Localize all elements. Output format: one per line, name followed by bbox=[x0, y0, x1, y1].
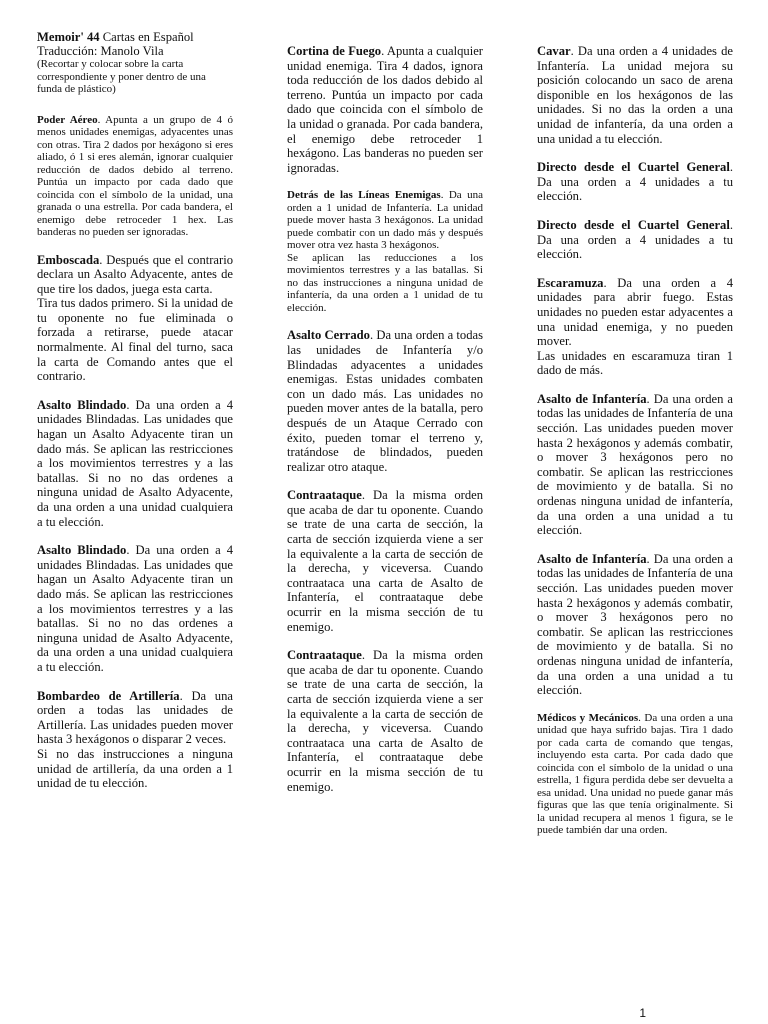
column-3-sections bbox=[537, 44, 733, 837]
card-entry bbox=[37, 253, 233, 384]
card-body-text: Apunta a un grupo de 4 ó menos unidades enemigas, adyacentes unas con otras. Tira 2 dados por hexágono si eres aliado, ó 1 si eres alemán, ignorar cualquier reducción de dados debido al terreno. Puntúa un impacto por cada dado que coincida con el símbolo de la unidad, una granada o una estrella. Por cada bandera, el enemigo debe retroceder 1 hex. Las banderas no pueden ser ignoradas. bbox=[37, 113, 233, 238]
card-text: Bombardeo de Artillería. Da una orden a todas las unidades de Artillería. Las unidades pueden mover hasta 3 hexágonos o disparar 2 veces. bbox=[37, 688, 233, 747]
column-1-sections bbox=[37, 114, 233, 791]
card-entry bbox=[287, 189, 483, 314]
card-body-text: Da la misma orden que acaba de dar tu oponente. Cuando se trate de una carta de sección, la carta de sección izquierda viene a ser la equivalente a la carta de sección de la derecha, y viceversa. Cuando contraataca una carta de Asalto de Infantería, el contraataque debe ocurrir en la misma sección de tu enemigo. bbox=[287, 648, 483, 794]
card-title: Poder Aéreo bbox=[37, 113, 98, 126]
card-title: Cortina de Fuego bbox=[287, 44, 382, 58]
card-entry bbox=[537, 160, 733, 204]
card-title: Directo desde el Cuartel General bbox=[537, 160, 730, 175]
card-entry bbox=[37, 543, 233, 674]
card-title: Asalto de Infantería bbox=[537, 551, 647, 566]
card-body-text: Da una orden a 1 unidad de Infantería. La unidad puede mover hasta 3 hexágonos. La unidad puede combatir con un dado más y después mover otra vez hasta 3 hexágonos. bbox=[287, 189, 483, 252]
card-body-text: Tira tus dados primero. Si la unidad de tu oponente no fue eliminada o forzada a retirarse, puede atacar normalmente. Al final del turno, saca la carta de Comando antes que el contrario. bbox=[37, 296, 233, 384]
card-body-text: Da una orden a todas las unidades de Artillería. Las unidades pueden mover hasta 3 hexágonos o disparar 2 veces. bbox=[37, 688, 233, 747]
card-title: Asalto de Infantería bbox=[537, 391, 647, 406]
card-title: Directo desde el Cuartel General bbox=[537, 217, 730, 232]
card-text: Asalto Cerrado. Da una orden a todas las unidades de Infantería y/o Blindadas adyacentes a unidades enemigas. Estas unidades combaten con un dado más. Las unidades no pueden mover antes de la batalla, pero después de un Ataque Cerrado con éxito, pueden tomar el terreno y, tratándose de blindados, pueden realizar otro ataque. bbox=[287, 328, 484, 474]
header-title-line bbox=[37, 30, 233, 44]
card-title: Escaramuza bbox=[537, 275, 604, 290]
card-text: Detrás de las Líneas Enemigas. Da una orden a 1 unidad de Infantería. La unidad puede mover hasta 3 hexágonos. La unidad puede combatir con un dado más y después mover otra vez hasta 3 hexágonos. bbox=[287, 189, 483, 252]
card-entry bbox=[537, 218, 733, 262]
card-title: Contraataque bbox=[287, 648, 362, 663]
card-body-text: Da una orden a 4 unidades a tu elección. bbox=[537, 174, 733, 204]
card-entry bbox=[287, 328, 483, 474]
card-title: Cavar bbox=[537, 44, 571, 58]
card-entry bbox=[287, 44, 483, 175]
card-text: Asalto Blindado. Da una orden a 4 unidades Blindadas. Las unidades que hagan un Asalto Adyacente tiran un dado más. Se aplican las restricciones a los movimientos terrestres y a las batallas. Si no no das ordenes a ninguna unidad de Asalto Adyacente, da una orden a una unidad cualquiera a tu elección. bbox=[37, 543, 233, 674]
card-text: Asalto de Infantería. Da una orden a todas las unidades de Infantería de una sección. Las unidades pueden mover hasta 2 hexágonos y además combatir, o mover 3 hexágonos pero no combatir. Se aplican las restricciones de movimiento y de batalla. Si no ordenas ninguna unidad de infantería, da una orden a una unidad a tu elección. bbox=[537, 391, 734, 538]
card-text bbox=[37, 296, 233, 384]
card-body-text: Da una orden a 4 unidades Blindadas. Las unidades que hagan un Asalto Adyacente tiran un dado más. Se aplican las restricciones a los movimientos terrestres y a las batallas. Si no no das ordenes a ninguna unidad de Asalto Adyacente, da una orden a una unidad cualquiera a tu elección. bbox=[37, 543, 233, 674]
card-text: Asalto de Infantería. Da una orden a todas las unidades de Infantería de una sección. Las unidades pueden mover hasta 2 hexágonos y además combatir, o mover 3 hexágonos pero no combatir. Se aplican las restricciones de movimiento y de batalla. Si no ordenas ninguna unidad de infantería, da una orden a una unidad a tu elección. bbox=[537, 551, 734, 698]
column-1 bbox=[37, 30, 233, 791]
document-header bbox=[37, 30, 233, 96]
card-entry bbox=[37, 689, 233, 791]
card-entry bbox=[537, 392, 733, 538]
card-entry bbox=[537, 276, 733, 378]
card-text: Contraataque. Da la misma orden que acaba de dar tu oponente. Cuando se trate de una carta de sección, la carta de sección izquierda viene a ser la equivalente a la carta de sección de la derecha, y viceversa. Cuando contraataca una carta de Asalto de Infantería, el contraataque debe ocurrir en la misma sección de tu enemigo. bbox=[287, 488, 483, 634]
column-3 bbox=[537, 30, 733, 837]
card-entry bbox=[287, 648, 483, 794]
card-text: Cortina de Fuego. Apunta a cualquier unidad enemiga. Tira 4 dados, ignora toda reducción de los dados debido al terreno. Puntúa un impacto por cada dado que coincida con el símbolo de la unidad o granada. Por cada bandera, el enemigo debe retroceder 1 hexágono. Las banderas no pueden ser ignoradas. bbox=[287, 44, 484, 175]
card-entry bbox=[287, 488, 483, 634]
card-entry bbox=[537, 712, 733, 837]
card-body-text: Se aplican las reducciones a los movimientos terrestres y a las batallas. Si no das instrucciones a ninguna unidad de infantería, da una orden a 1 unidad de tu elección. bbox=[287, 251, 483, 314]
column-2 bbox=[287, 30, 483, 794]
card-body-text: Da una orden a una unidad que haya sufrido bajas. Tira 1 dado por cada carta de comando que tengas, incluyendo esta carta. Por cada dado que coincida con el símbolo de la unidad o una estrella, 1 figura perdida debe ser devuelta a esa unidad. Una unidad no puede ganar más figuras que las que tenía originalmente. Si la unidad recupera al menos 1 figura, se le puede también dar una orden. bbox=[537, 711, 733, 837]
card-title: Asalto Cerrado bbox=[287, 328, 370, 343]
card-text: Emboscada. Después que el contrario declara un Asalto Adyacente, antes de que tire los dados, juega esta carta. bbox=[37, 252, 234, 296]
card-text bbox=[537, 349, 733, 378]
card-text: Cavar. Da una orden a 4 unidades de Infantería. La unidad mejora su posición colocando un saco de arena disponible en los hexágonos de las unidades. Si no das la orden a una unidad de infantería, da una orden a una unidad a tu elección. bbox=[537, 44, 733, 146]
usage-note: (Recortar y colocar sobre la carta correspondiente y poner dentro de una funda de plástico) bbox=[37, 58, 206, 95]
card-body-text: Da una orden a 4 unidades para abrir fuego. Estas unidades no pueden estar adyacentes a una unidad enemiga, y no pueden mover. bbox=[537, 275, 734, 349]
card-text: Poder Aéreo. Apunta a un grupo de 4 ó menos unidades enemigas, adyacentes unas con otras. Tira 2 dados por hexágono si eres aliado, ó 1 si eres alemán, ignorar cualquier reducción de dados debido al terreno. Puntúa un impacto por cada dado que coincida con el símbolo de la unidad, una granada o una estrella. Por cada bandera, el enemigo debe retroceder 1 hex. Las banderas no pueden ser ignoradas. bbox=[37, 113, 233, 238]
card-text: Contraataque. Da la misma orden que acaba de dar tu oponente. Cuando se trate de una carta de sección, la carta de sección izquierda viene a ser la equivalente a la carta de sección de la derecha, y viceversa. Cuando contraataca una carta de Asalto de Infantería, el contraataque debe ocurrir en la misma sección de tu enemigo. bbox=[287, 648, 483, 794]
card-body-text: Apunta a cualquier unidad enemiga. Tira 4 dados, ignora toda reducción de los dados debido al terreno. Puntúa un impacto por cada dado que coincida con el símbolo de la unidad o granada. Por cada bandera, el enemigo debe retroceder 1 hexágono. Las banderas no pueden ser ignoradas. bbox=[287, 44, 484, 175]
card-title: Médicos y Mecánicos bbox=[537, 711, 639, 724]
card-body-text: Da una orden a todas las unidades de Infantería y/o Blindadas adyacentes a unidades enemigas. Estas unidades combaten con un dado más. Las unidades no pueden mover antes de la batalla, pero después de un Ataque Cerrado con éxito, pueden tomar el terreno y, tratándose de blindados, pueden realizar otro ataque. bbox=[287, 328, 484, 474]
card-body-text: Si no das instrucciones a ninguna unidad de artillería, da una orden a 1 unidad de tu elección. bbox=[37, 746, 233, 791]
card-body-text: Da una orden a 4 unidades a tu elección. bbox=[537, 232, 733, 262]
card-title: Detrás de las Líneas Enemigas bbox=[287, 189, 441, 202]
card-title: Bombardeo de Artillería bbox=[37, 688, 180, 703]
document-subtitle: Cartas en Español bbox=[102, 30, 194, 44]
card-text: Escaramuza. Da una orden a 4 unidades para abrir fuego. Estas unidades no pueden estar adyacentes a una unidad enemiga, y no pueden mover. bbox=[537, 275, 734, 349]
card-entry bbox=[537, 552, 733, 698]
card-body-text: Da una orden a 4 unidades de Infantería. La unidad mejora su posición colocando un saco de arena disponible en los hexágonos de las unidades. Si no das la orden a una unidad de infantería, da una orden a una unidad a tu elección. bbox=[537, 44, 733, 146]
card-text: Médicos y Mecánicos. Da una orden a una unidad que haya sufrido bajas. Tira 1 dado por cada carta de comando que tengas, incluyendo esta carta. Por cada dado que coincida con el símbolo de la unidad o una estrella, 1 figura perdida debe ser devuelta a esa unidad. Una unidad no puede ganar más figuras que las que tenía originalmente. Si la unidad recupera al menos 1 figura, se le puede también dar una orden. bbox=[537, 711, 733, 837]
card-text bbox=[287, 252, 483, 315]
card-title: Emboscada bbox=[37, 252, 100, 267]
card-text: Asalto Blindado. Da una orden a 4 unidades Blindadas. Las unidades que hagan un Asalto Adyacente tiran un dado más. Se aplican las restricciones a los movimientos terrestres y a las batallas. Si no no das ordenes a ninguna unidad de Asalto Adyacente, da una orden a una unidad cualquiera a tu elección. bbox=[37, 397, 233, 529]
card-body-text: Da una orden a todas las unidades de Infantería de una sección. Las unidades pueden mover hasta 2 hexágonos y además combatir, o mover 3 hexágonos pero no combatir. Se aplican las restricciones de movimiento y de batalla. Si no ordenas ninguna unidad de infantería, da una orden a una unidad a tu elección. bbox=[537, 391, 734, 538]
card-body-text: Después que el contrario declara un Asalto Adyacente, antes de que tire los dados, juega esta carta. bbox=[37, 252, 234, 296]
card-body-text: Da una orden a 4 unidades Blindadas. Las unidades que hagan un Asalto Adyacente tiran un dado más. Se aplican las restricciones a los movimientos terrestres y a las batallas. Si no no das ordenes a ninguna unidad de Asalto Adyacente, da una orden a una unidad cualquiera a tu elección. bbox=[37, 397, 233, 529]
card-title: Asalto Blindado bbox=[37, 397, 127, 412]
column-2-sections bbox=[287, 44, 483, 794]
card-entry bbox=[37, 114, 233, 239]
document-title: Memoir' 44 bbox=[37, 30, 100, 44]
card-text: Directo desde el Cuartel General. Da una orden a 4 unidades a tu elección. bbox=[537, 217, 733, 262]
card-entry bbox=[537, 44, 733, 146]
translation-credit: Traducción: Manolo Vila bbox=[37, 44, 164, 58]
card-text bbox=[37, 747, 233, 791]
card-title: Asalto Blindado bbox=[37, 543, 127, 558]
card-body-text: Da la misma orden que acaba de dar tu oponente. Cuando se trate de una carta de sección, la carta de sección izquierda viene a ser la equivalente a la carta de sección de la derecha, y viceversa. Cuando contraataca una carta de Asalto de Infantería, el contraataque debe ocurrir en la misma sección de tu enemigo. bbox=[287, 488, 483, 634]
page-number: 1 bbox=[639, 1006, 646, 1020]
card-title: Contraataque bbox=[287, 488, 362, 503]
card-body-text: Las unidades en escaramuza tiran 1 dado de más. bbox=[537, 348, 733, 378]
card-body-text: Da una orden a todas las unidades de Infantería de una sección. Las unidades pueden mover hasta 2 hexágonos y además combatir, o mover 3 hexágonos pero no combatir. Se aplican las restricciones de movimiento y de batalla. Si no ordenas ninguna unidad de infantería, da una orden a una unidad a tu elección. bbox=[537, 551, 734, 698]
card-text: Directo desde el Cuartel General. Da una orden a 4 unidades a tu elección. bbox=[537, 160, 733, 204]
card-entry bbox=[37, 398, 233, 529]
